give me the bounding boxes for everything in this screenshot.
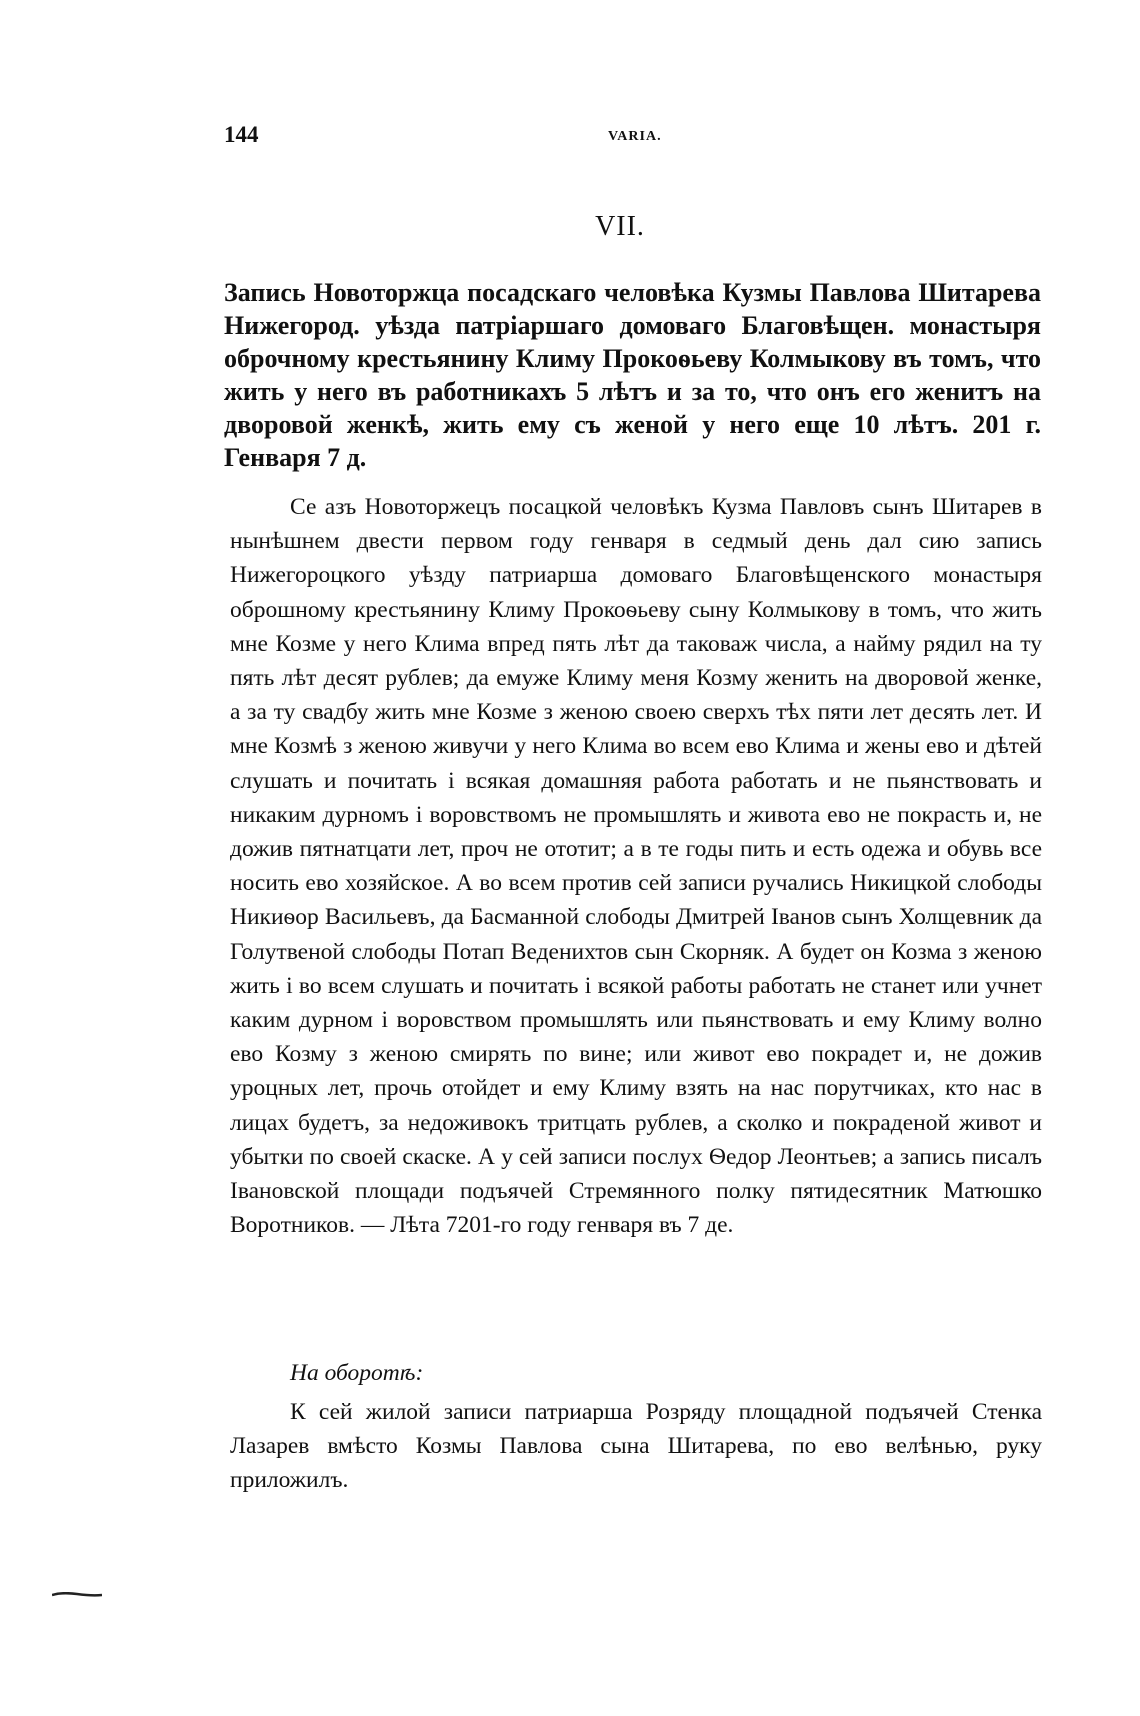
document-heading: Запись Новоторжца посадскаго человѣка Кузмы Павлова Шитарева Нижегород. уѣзда патріаршаго домоваго Благовѣщен. монастыря оброчному крестьянину Климу Прокоѳьеву Колмыкову въ томъ, что жить у него въ работникахъ 5 лѣтъ и за то, что онъ его женитъ на дворовой женкѣ, жить ему съ женой у него еще 10 лѣтъ. 201 г. Генваря 7 д. [224, 278, 1041, 472]
document-body: Се азъ Новоторжецъ посацкой человѣкъ Кузма Павловъ сынъ Шитарев в нынѣшнем двести первом году генваря в седмый день дал сию запись Нижегороцкого уѣзду патриарша домоваго Благовѣщенского монастыря оброшному крестьянину Климу Прокоѳьеву сыну Колмыкову в томъ, что жить мне Козме у него Клима впред пять лѣт да таковаж числа, а найму рядил на ту пять лѣт десят рублев; да емуже Климу меня Козму женить на дворовой женке, а за ту свадбу жить мне Козме з женою своею сверхъ тѣх пяти лет десять лет. И мне Козмѣ з женою живучи у него Клима во всем ево Клима и жены ево и дѣтей слушать и почитать і всякая домашняя работа работать и не пьянствовать и никаким дурномъ і воровствомъ не промышлять и живота ево не покрасть и, не дожив пятнатцати лет, проч не ототит; а в те годы пить и есть одежа и обувь все носить ево хозяйское. А во всем против сей записи ручались Никицкой слободы Никиѳор Васильевъ, да Басманной слободы Дмитрей Іванов сынъ Холщевник да Голутвеной слободы Потап Веденихтов сын Скорняк. А будет он Козма з женою жить і во всем слушать и почитать і всякой работы работать не станет или учнет каким дурном і воровством промышлять или пьянствовать и ему Климу волно ево Козму з женою смирять по вине; или живот ево покрадет и, не дожив уроцных лет, прочь отойдет и ему Климу взять на нас порутчиках, кто нас в лицах будетъ, за недоживокъ тритцать рублев, а сколко и покраденой живот и убытки по своей скаске. А у сей записи послух Ѳедор Леонтьев; а запись писалъ Івановской площади подъячей Стремянного полку пятидесятник Матюшко Воротников. — Лѣта 7201-го году генваря въ 7 де. [230, 494, 1042, 1239]
verso-text: К сей жилой записи патриарша Розряду площадной подъячей Стенка Лазарев вмѣсто Козмы Павлова сына Шитарева, по ево велѣнью, руку приложилъ. [230, 1399, 1042, 1494]
verso-label: На оборотѣ: [290, 1360, 424, 1386]
section-number: VII. [595, 211, 645, 242]
page-number: 144 [224, 122, 259, 147]
running-title: VARIA. [608, 129, 662, 144]
running-head [224, 122, 1024, 156]
margin-scan-mark [52, 1592, 102, 1597]
